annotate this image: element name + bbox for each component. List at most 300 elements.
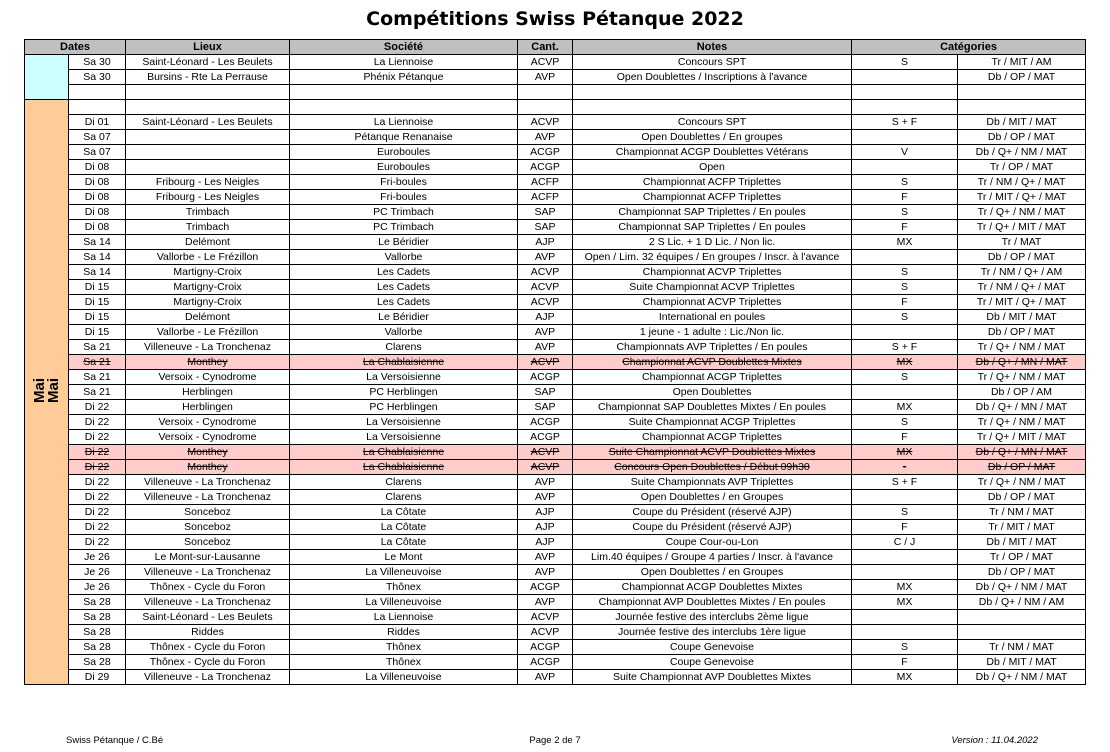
cell-canton: AVP [518,70,573,85]
cell-lieu: Monthey [126,445,290,460]
cell-societe: Clarens [290,490,518,505]
cell-societe: Pétanque Renanaise [290,130,518,145]
cell-date: Sa 28 [69,640,126,655]
cell-genre [852,250,958,265]
cell-genre: S [852,310,958,325]
table-row [25,460,1086,475]
cell-notes: Coupe Genevoise [573,640,852,655]
cell-societe: Clarens [290,475,518,490]
table-row [25,280,1086,295]
cell-categories: Db / OP / MAT [958,460,1086,475]
table-row [25,385,1086,400]
cell-lieu: Villeneuve - La Tronchenaz [126,565,290,580]
cell-societe: La Liennoise [290,55,518,70]
cell-notes: Championnat ACVP Triplettes [573,265,852,280]
cell-categories: Tr / NM / Q+ / MAT [958,280,1086,295]
cell-notes: Coupe Genevoise [573,655,852,670]
cell-genre: V [852,145,958,160]
cell-societe: La Versoisienne [290,370,518,385]
footer-page-number: Page 2 de 7 [529,735,581,746]
cell-genre: MX [852,670,958,685]
cell-canton: AJP [518,310,573,325]
header-categories: Catégories [852,40,1086,55]
cell-genre [852,385,958,400]
cell-lieu: Thônex - Cycle du Foron [126,580,290,595]
cell-date: Di 22 [69,430,126,445]
cell-genre [852,130,958,145]
cell-canton: SAP [518,220,573,235]
cell-societe: La Côtate [290,535,518,550]
cell-genre [852,160,958,175]
cell-lieu: Villeneuve - La Tronchenaz [126,670,290,685]
cell-categories: Db / Q+ / MN / MAT [958,445,1086,460]
table-row [25,190,1086,205]
cell-lieu: Monthey [126,355,290,370]
cell-notes: Coupe Cour-ou-Lon [573,535,852,550]
cell-notes: Coupe du Président (réservé AJP) [573,505,852,520]
cell-categories: Db / Q+ / MN / MAT [958,355,1086,370]
cell-date: Di 22 [69,460,126,475]
cell-categories: Db / OP / MAT [958,325,1086,340]
cell-genre: S + F [852,115,958,130]
table-row [25,565,1086,580]
cell-lieu: Herblingen [126,400,290,415]
cell-societe: La Villeneuvoise [290,670,518,685]
cell-date: Je 26 [69,550,126,565]
cell-notes: International en poules [573,310,852,325]
cell-genre: S [852,415,958,430]
cell-categories: Db / Q+ / MN / MAT [958,400,1086,415]
cell-categories: Tr / Q+ / NM / MAT [958,475,1086,490]
cell-canton: AJP [518,520,573,535]
cell-categories: Db / MIT / MAT [958,535,1086,550]
cell-genre: MX [852,595,958,610]
cell-societe: La Chablaisienne [290,460,518,475]
cell-canton: AJP [518,505,573,520]
cell-genre: S [852,505,958,520]
cell-societe: PC Trimbach [290,220,518,235]
table-row [25,430,1086,445]
cell-lieu: Saint-Léonard - Les Beulets [126,610,290,625]
cell-categories: Db / OP / MAT [958,490,1086,505]
cell-notes: Open / Lim. 32 équipes / En groupes / Inscr. à l'avance [573,250,852,265]
cell-genre: F [852,655,958,670]
table-row [25,130,1086,145]
cell-genre: - [852,460,958,475]
cell-canton: SAP [518,205,573,220]
cell-categories [958,610,1086,625]
cell-date: Di 08 [69,175,126,190]
cell-canton [518,100,573,115]
cell-societe: Vallorbe [290,325,518,340]
cell-categories: Tr / NM / MAT [958,505,1086,520]
cell-societe: PC Trimbach [290,205,518,220]
cell-societe: Les Cadets [290,295,518,310]
table-row [25,475,1086,490]
cell-notes: Championnat ACGP Triplettes [573,370,852,385]
table-row [25,535,1086,550]
cell-notes: 2 S Lic. + 1 D Lic. / Non lic. [573,235,852,250]
cell-date: Di 08 [69,205,126,220]
table-row [25,175,1086,190]
table-row [25,640,1086,655]
cell-canton: ACGP [518,145,573,160]
cell-categories [958,100,1086,115]
cell-societe: La Côtate [290,505,518,520]
cell-canton: AVP [518,670,573,685]
cell-lieu: Martigny-Croix [126,265,290,280]
cell-notes: Suite Championnat AVP Doublettes Mixtes [573,670,852,685]
cell-lieu: Saint-Léonard - Les Beulets [126,115,290,130]
cell-canton: ACVP [518,115,573,130]
table-row [25,355,1086,370]
table-row [25,550,1086,565]
cell-canton: ACVP [518,445,573,460]
cell-categories: Tr / OP / MAT [958,160,1086,175]
cell-genre [852,490,958,505]
table-row [25,325,1086,340]
cell-categories: Tr / Q+ / NM / MAT [958,340,1086,355]
cell-notes: Concours SPT [573,115,852,130]
cell-societe: Thônex [290,640,518,655]
cell-date: Je 26 [69,565,126,580]
cell-notes: Championnat ACGP Doublettes Mixtes [573,580,852,595]
cell-notes: Championnats AVP Triplettes / En poules [573,340,852,355]
cell-date: Di 01 [69,115,126,130]
header-dates: Dates [25,40,126,55]
cell-lieu: Monthey [126,460,290,475]
cell-notes: Open Doublettes / en Groupes [573,490,852,505]
cell-notes: Championnat ACFP Triplettes [573,190,852,205]
cell-canton: ACVP [518,265,573,280]
cell-date: Sa 28 [69,610,126,625]
cell-canton: AVP [518,250,573,265]
cell-canton: AJP [518,535,573,550]
cell-date: Sa 21 [69,370,126,385]
cell-categories: Tr / Q+ / NM / MAT [958,205,1086,220]
cell-notes: Championnat ACVP Triplettes [573,295,852,310]
cell-lieu: Vallorbe - Le Frézillon [126,250,290,265]
cell-notes: Open Doublettes [573,385,852,400]
cell-canton: SAP [518,400,573,415]
cell-lieu: Bursins - Rte La Perrause [126,70,290,85]
cell-notes: Championnat ACFP Triplettes [573,175,852,190]
cell-lieu: Sonceboz [126,505,290,520]
cell-date: Di 15 [69,280,126,295]
cell-lieu: Le Mont-sur-Lausanne [126,550,290,565]
cell-date: Di 22 [69,400,126,415]
cell-categories: Tr / MIT / AM [958,55,1086,70]
cell-notes [573,100,852,115]
month-label-cell [25,55,69,100]
cell-lieu: Villeneuve - La Tronchenaz [126,475,290,490]
cell-lieu: Delémont [126,235,290,250]
cell-lieu: Saint-Léonard - Les Beulets [126,55,290,70]
cell-genre: S [852,175,958,190]
cell-societe: Fri-boules [290,175,518,190]
cell-date: Di 15 [69,325,126,340]
cell-canton: AVP [518,595,573,610]
table-row [25,220,1086,235]
cell-canton: ACGP [518,640,573,655]
table-row [25,610,1086,625]
cell-notes: Journée festive des interclubs 2ème ligue [573,610,852,625]
cell-genre: MX [852,400,958,415]
table-row [25,85,1086,100]
cell-genre [852,610,958,625]
cell-notes: Championnat ACVP Doublettes Mixtes [573,355,852,370]
cell-lieu [126,130,290,145]
cell-genre: S + F [852,340,958,355]
cell-genre: S [852,265,958,280]
cell-categories: Db / Q+ / NM / AM [958,595,1086,610]
cell-date: Di 08 [69,190,126,205]
cell-canton: AVP [518,325,573,340]
cell-categories: Db / Q+ / NM / MAT [958,145,1086,160]
cell-date: Di 29 [69,670,126,685]
cell-lieu: Villeneuve - La Tronchenaz [126,490,290,505]
table-row [25,250,1086,265]
cell-canton: ACGP [518,430,573,445]
cell-genre: F [852,520,958,535]
table-row [25,505,1086,520]
cell-societe: Fri-boules [290,190,518,205]
cell-genre [852,70,958,85]
cell-date: Sa 28 [69,595,126,610]
cell-canton: ACVP [518,55,573,70]
table-row [25,520,1086,535]
cell-societe: Le Béridier [290,310,518,325]
table-row [25,265,1086,280]
cell-notes: Coupe du Président (réservé AJP) [573,520,852,535]
cell-societe: La Liennoise [290,115,518,130]
cell-lieu: Trimbach [126,220,290,235]
cell-date: Sa 07 [69,130,126,145]
cell-notes: Championnat ACGP Doublettes Vétérans [573,145,852,160]
table-header-row [25,40,1086,55]
month-label-cell [25,100,69,685]
cell-societe: La Chablaisienne [290,355,518,370]
cell-categories: Db / MIT / MAT [958,115,1086,130]
cell-lieu: Versoix - Cynodrome [126,415,290,430]
cell-canton: ACFP [518,175,573,190]
cell-genre [852,100,958,115]
cell-canton: ACGP [518,370,573,385]
cell-genre: MX [852,580,958,595]
cell-notes: Championnat SAP Doublettes Mixtes / En poules [573,400,852,415]
cell-date: Sa 21 [69,385,126,400]
cell-notes: Open Doublettes / Inscriptions à l'avance [573,70,852,85]
table-row [25,670,1086,685]
cell-notes: Open Doublettes / En groupes [573,130,852,145]
cell-notes: Suite Championnat ACGP Triplettes [573,415,852,430]
cell-societe [290,85,518,100]
table-row [25,655,1086,670]
cell-lieu: Sonceboz [126,520,290,535]
cell-genre: C / J [852,535,958,550]
cell-genre [852,85,958,100]
cell-genre: S [852,280,958,295]
cell-notes: 1 jeune - 1 adulte : Lic./Non lic. [573,325,852,340]
cell-categories: Db / MIT / MAT [958,655,1086,670]
cell-date: Sa 14 [69,250,126,265]
cell-societe: Les Cadets [290,265,518,280]
cell-societe: Vallorbe [290,250,518,265]
cell-notes: Lim.40 équipes / Groupe 4 parties / Inscr. à l'avance [573,550,852,565]
cell-societe: Le Béridier [290,235,518,250]
cell-notes: Journée festive des interclubs 1ère ligue [573,625,852,640]
cell-lieu: Thônex - Cycle du Foron [126,640,290,655]
cell-genre [852,565,958,580]
cell-canton: AVP [518,550,573,565]
cell-categories: Tr / Q+ / NM / MAT [958,415,1086,430]
cell-categories: Db / Q+ / NM / MAT [958,580,1086,595]
table-row [25,625,1086,640]
table-row [25,370,1086,385]
cell-lieu: Delémont [126,310,290,325]
cell-canton: AVP [518,130,573,145]
cell-societe: Les Cadets [290,280,518,295]
cell-categories [958,85,1086,100]
cell-lieu: Riddes [126,625,290,640]
header-societe: Société [290,40,518,55]
cell-categories: Tr / MIT / Q+ / MAT [958,295,1086,310]
cell-societe: PC Herblingen [290,385,518,400]
cell-notes: Championnat AVP Doublettes Mixtes / En poules [573,595,852,610]
cell-societe: Thônex [290,655,518,670]
table-row [25,415,1086,430]
cell-lieu: Villeneuve - La Tronchenaz [126,595,290,610]
cell-lieu [126,85,290,100]
cell-date: Sa 14 [69,265,126,280]
cell-genre: F [852,190,958,205]
cell-date: Sa 07 [69,145,126,160]
cell-canton: ACVP [518,610,573,625]
cell-date: Sa 28 [69,625,126,640]
cell-lieu [126,160,290,175]
cell-categories: Db / OP / MAT [958,130,1086,145]
cell-categories: Tr / NM / MAT [958,640,1086,655]
table-row [25,580,1086,595]
cell-societe: La Versoisienne [290,415,518,430]
cell-date: Di 08 [69,160,126,175]
cell-canton: ACVP [518,625,573,640]
table-row [25,400,1086,415]
cell-lieu [126,100,290,115]
cell-genre [852,325,958,340]
cell-categories: Tr / MIT / Q+ / MAT [958,190,1086,205]
cell-lieu: Versoix - Cynodrome [126,430,290,445]
cell-date: Di 22 [69,445,126,460]
cell-genre [852,550,958,565]
cell-canton: ACVP [518,355,573,370]
cell-lieu: Martigny-Croix [126,280,290,295]
cell-categories: Db / OP / MAT [958,70,1086,85]
table-row [25,235,1086,250]
cell-genre: MX [852,445,958,460]
cell-genre: MX [852,355,958,370]
cell-genre [852,625,958,640]
cell-date: Di 15 [69,310,126,325]
table-row [25,205,1086,220]
table-row [25,100,1086,115]
table-row [25,595,1086,610]
cell-categories [958,625,1086,640]
cell-societe: La Versoisienne [290,430,518,445]
cell-notes: Suite Championnat ACVP Doublettes Mixtes [573,445,852,460]
cell-genre: F [852,295,958,310]
table-row [25,55,1086,70]
cell-lieu [126,145,290,160]
cell-notes: Championnat SAP Triplettes / En poules [573,220,852,235]
cell-societe [290,100,518,115]
cell-societe: La Liennoise [290,610,518,625]
cell-canton: AVP [518,490,573,505]
cell-genre: F [852,220,958,235]
cell-canton [518,85,573,100]
cell-categories: Tr / Q+ / MIT / MAT [958,430,1086,445]
table-row [25,160,1086,175]
cell-date: Di 08 [69,220,126,235]
cell-societe: Le Mont [290,550,518,565]
cell-date: Di 22 [69,520,126,535]
cell-categories: Tr / Q+ / MIT / MAT [958,220,1086,235]
table-row [25,145,1086,160]
cell-date: Di 22 [69,505,126,520]
table-row [25,310,1086,325]
cell-genre: MX [852,235,958,250]
cell-societe: La Côtate [290,520,518,535]
cell-societe: Clarens [290,340,518,355]
cell-notes: Championnat SAP Triplettes / En poules [573,205,852,220]
cell-lieu: Versoix - Cynodrome [126,370,290,385]
cell-lieu: Fribourg - Les Neigles [126,190,290,205]
footer-author: Swiss Pétanque / C.Bé [66,735,164,746]
cell-notes: Concours SPT [573,55,852,70]
cell-date: Sa 28 [69,655,126,670]
cell-categories: Tr / NM / Q+ / AM [958,265,1086,280]
cell-genre: S + F [852,475,958,490]
cell-date: Sa 21 [69,340,126,355]
table-row [25,445,1086,460]
cell-categories: Db / MIT / MAT [958,310,1086,325]
cell-date [69,85,126,100]
cell-canton: ACVP [518,295,573,310]
cell-canton: AVP [518,340,573,355]
cell-date: Sa 14 [69,235,126,250]
cell-canton: ACGP [518,580,573,595]
cell-notes: Open [573,160,852,175]
cell-lieu: Trimbach [126,205,290,220]
cell-lieu: Herblingen [126,385,290,400]
competitions-table [24,39,1086,685]
cell-societe: La Villeneuvoise [290,595,518,610]
cell-categories: Tr / OP / MAT [958,550,1086,565]
cell-societe: Riddes [290,625,518,640]
cell-date: Je 26 [69,580,126,595]
cell-canton: ACGP [518,655,573,670]
cell-lieu: Martigny-Croix [126,295,290,310]
month-label: Mai Mai [30,378,62,404]
cell-societe: La Villeneuvoise [290,565,518,580]
cell-canton: ACGP [518,415,573,430]
cell-lieu: Villeneuve - La Tronchenaz [126,340,290,355]
cell-lieu: Vallorbe - Le Frézillon [126,325,290,340]
cell-notes: Open Doublettes / en Groupes [573,565,852,580]
cell-canton: ACVP [518,460,573,475]
cell-date: Di 22 [69,490,126,505]
cell-categories: Db / Q+ / NM / MAT [958,670,1086,685]
